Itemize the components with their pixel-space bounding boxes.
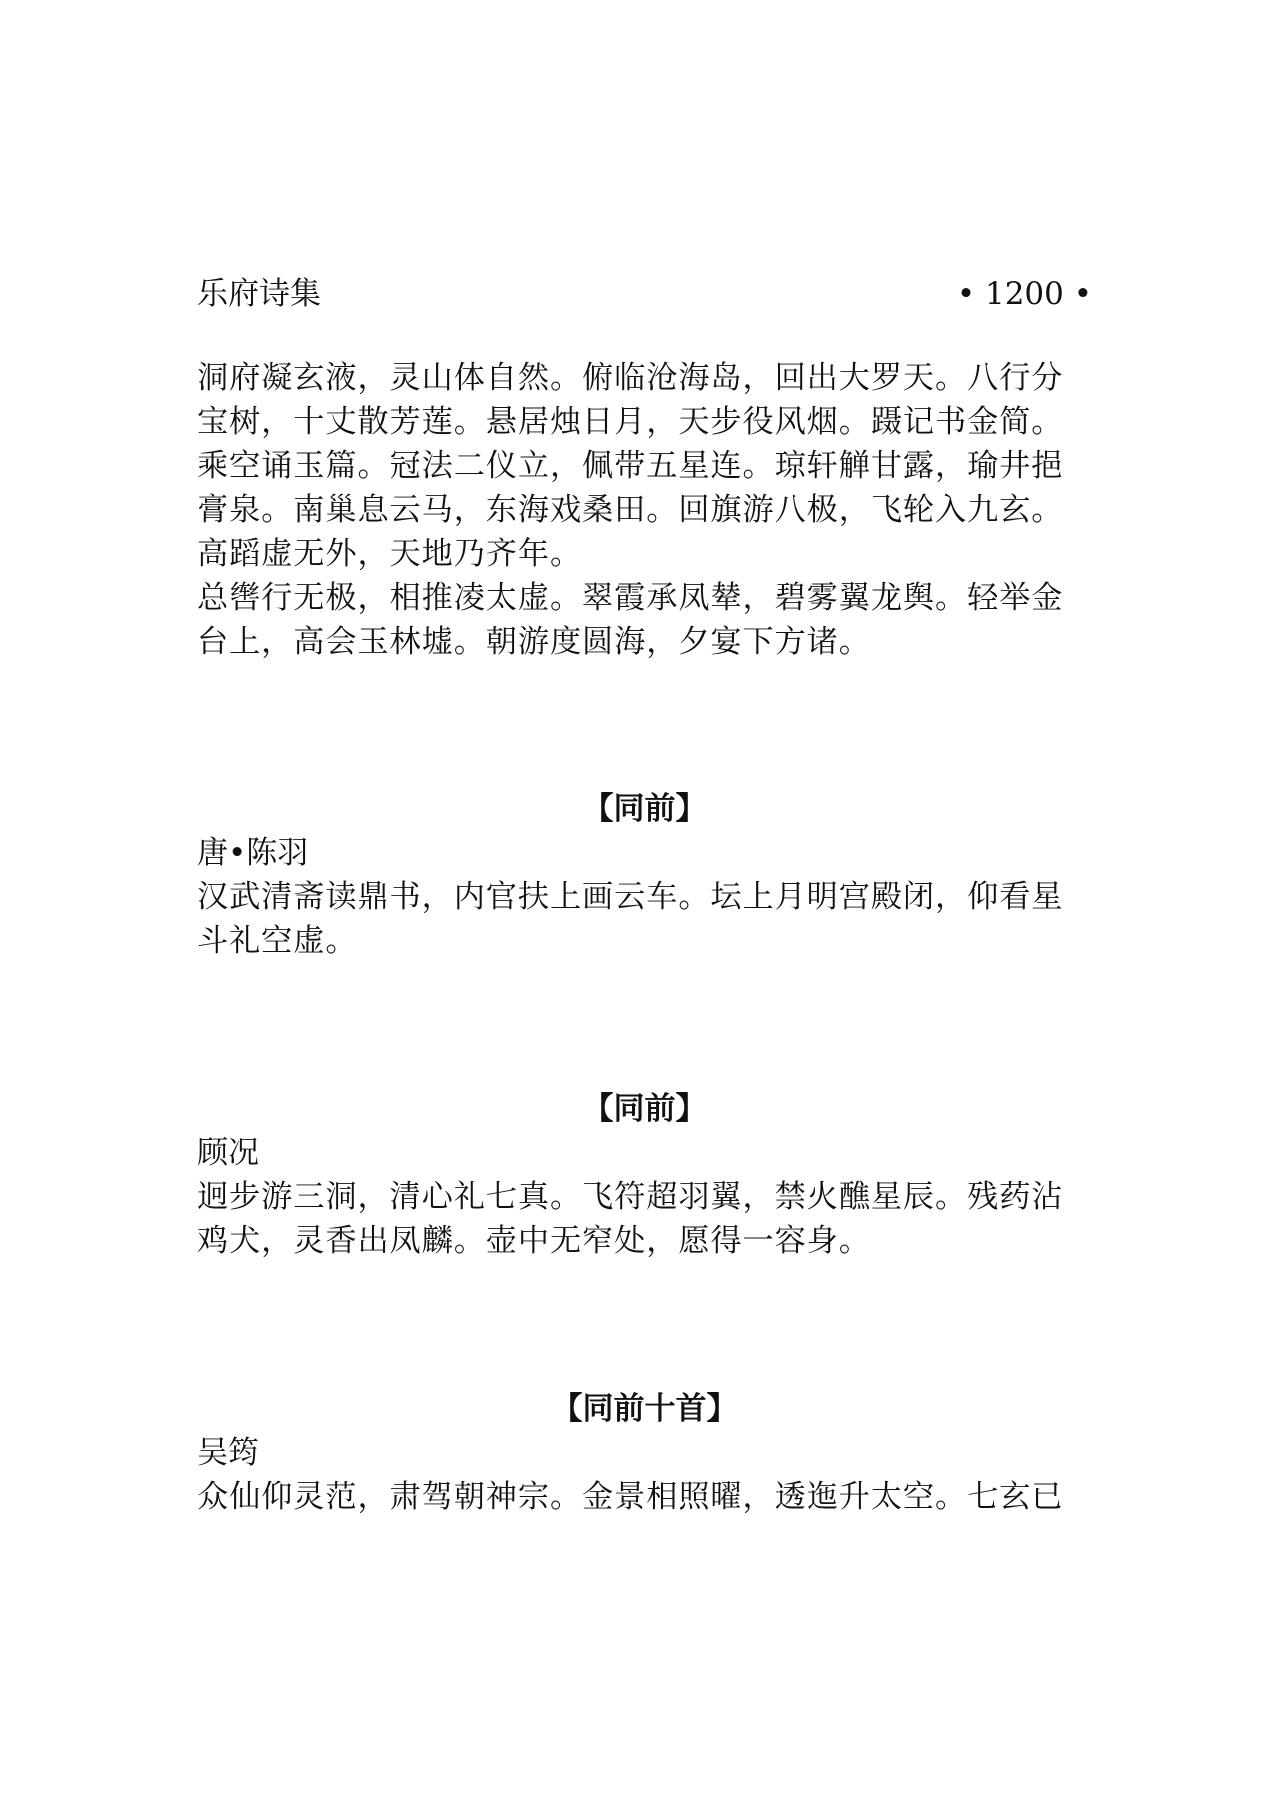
section-title: 【同前十首】 [551,1391,738,1427]
section-title: 【同前】 [582,791,707,827]
poem-author: 唐•陈羽 [197,835,309,871]
book-title: 乐府诗集 [197,276,321,312]
document-page [197,0,1092,1795]
poem-text: 众仙仰灵范，肃驾朝神宗。金景相照曜，透迤升太空。七玄已 [197,1479,1064,1515]
poem-text: 迥步游三洞，清心礼七真。飞符超羽翼，禁火醮星辰。残药沾鸡犬，灵香出凤麟。壶中无窄处，愿得一容身。 [197,1179,1064,1259]
poem-author: 顾况 [197,1135,259,1171]
poem-author: 吴筠 [197,1435,259,1471]
page-header [197,272,1092,316]
page-number: • 1200 • [956,276,1092,312]
poem-paragraph: 洞府凝玄液，灵山体自然。俯临沧海岛，回出大罗天。八行分宝树，十丈散芳莲。悬居烛日月，天步役风烟。蹑记书金简。乘空诵玉篇。冠法二仪立，佩带五星连。琼轩觯甘露，瑜井挹膏泉。南巢息云马，东海戏桑田。回旗游八极，飞轮入九玄。高蹈虚无外，天地乃齐年。 [197,360,1064,572]
poem-paragraph: 总辔行无极，相推凌太虚。翠霞承凤辇，碧雾翼龙舆。轻举金台上，高会玉林墟。朝游度圆海，夕宴下方诸。 [197,580,1064,660]
section-title: 【同前】 [582,1091,707,1127]
poem-text: 汉武清斋读鼎书，内官扶上画云车。坛上月明宫殿闭，仰看星斗礼空虚。 [197,879,1064,959]
